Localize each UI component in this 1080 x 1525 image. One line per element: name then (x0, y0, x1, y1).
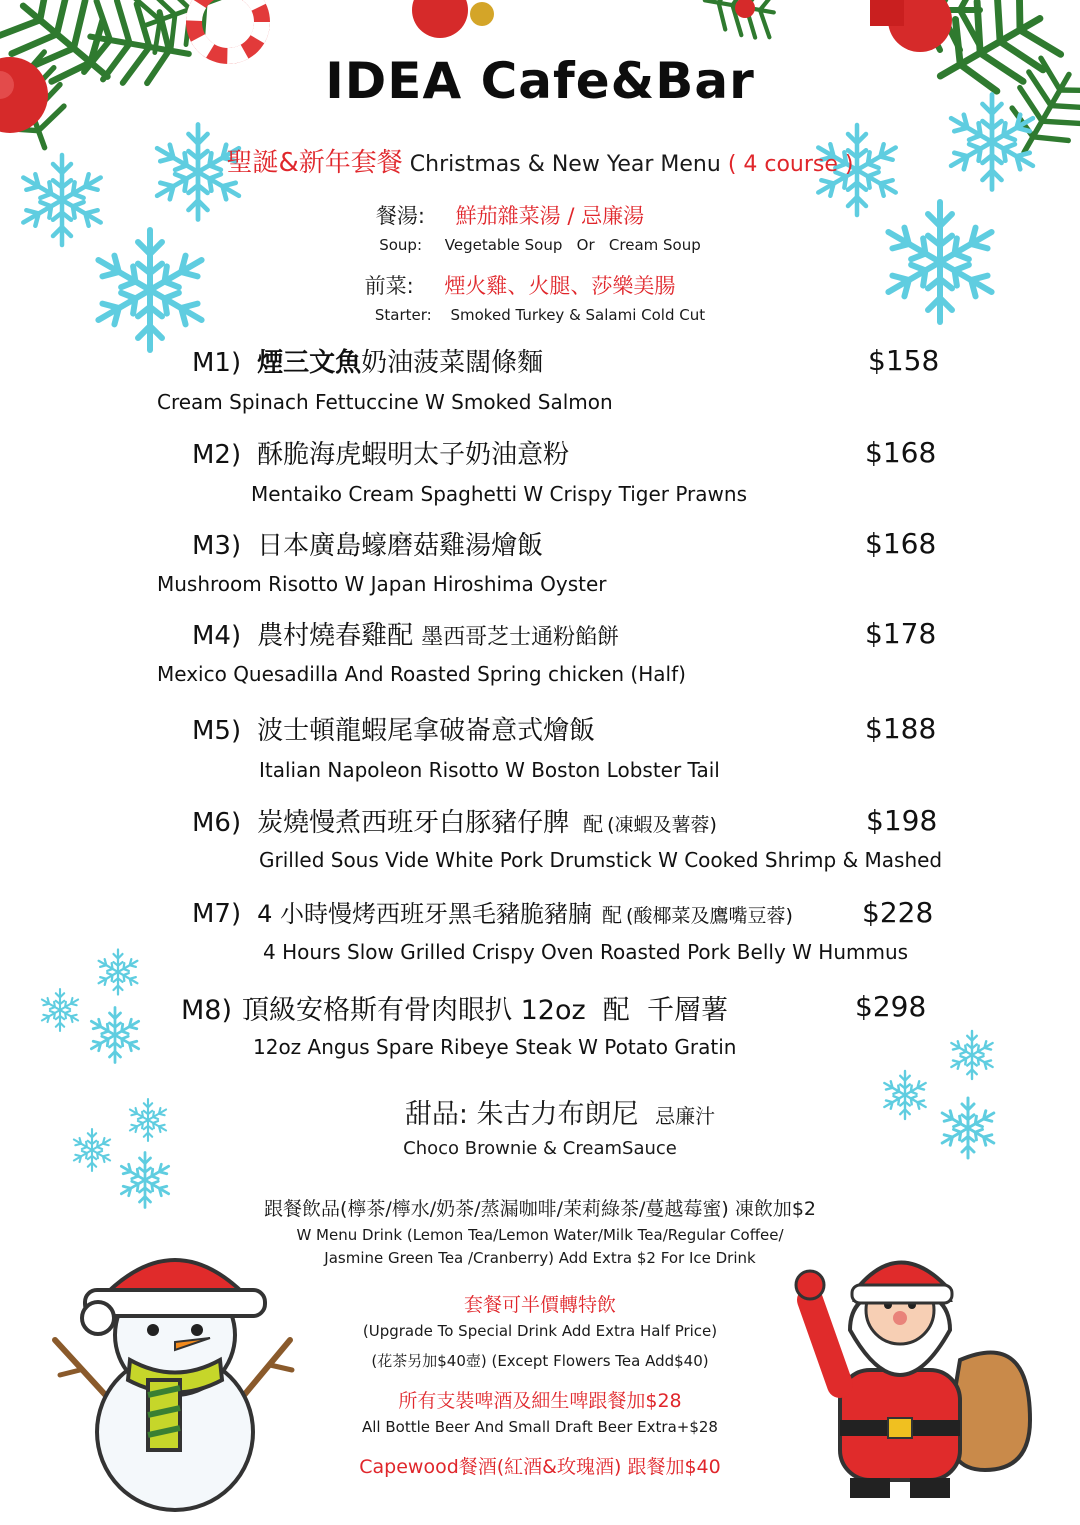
starter-value-cn: 煙火雞、火腿、莎樂美腸 (444, 274, 676, 298)
main-8-en: 12oz Angus Spare Ribeye Steak W Potato Gratin (253, 1035, 737, 1059)
dessert-en: Choco Brownie & CreamSauce (403, 1138, 677, 1159)
main-5-en: Italian Napoleon Risotto W Boston Lobster Tail (259, 758, 720, 782)
main-5-code: M5) (192, 716, 242, 746)
main-2-cn-name: 酥脆海虎蝦明太子奶油意粉 (257, 440, 570, 470)
menu-subtitle (0, 142, 1080, 179)
main-3-en: Mushroom Risotto W Japan Hiroshima Oyster (157, 572, 607, 596)
main-2-en: Mentaiko Cream Spaghetti W Crispy Tiger Prawns (251, 482, 747, 506)
ornament-red-icon (412, 0, 468, 38)
subtitle-en: Christmas & New Year Menu (409, 152, 721, 177)
upgrade-en: (Upgrade To Special Drink Add Extra Half Price) (362, 1322, 718, 1340)
starter-cn-line (0, 270, 1060, 300)
main-4-price: $178 (865, 617, 937, 650)
main-1-code: M1) (192, 348, 242, 378)
starter-label-cn: 前菜: (364, 274, 414, 298)
starter-en-line (0, 306, 1080, 324)
main-2-cn (192, 434, 569, 471)
subtitle-cn: 聖誕&新年套餐 (226, 148, 403, 178)
main-6-cn (192, 802, 717, 839)
soup-value-en: Vegetable Soup Or Cream Soup (444, 236, 701, 254)
main-8-cn (181, 988, 728, 1027)
beer-cn: 所有支裝啤酒及細生啤跟餐加$28 (398, 1390, 682, 1412)
drinks-cn: 跟餐飲品(檸茶/檸水/奶茶/蒸漏咖啡/茉莉綠茶/蔓越莓蜜) 凍飲加$2 (263, 1198, 817, 1220)
main-7-code: M7) (192, 899, 242, 929)
beer-en: All Bottle Beer And Small Draft Beer Extra+$28 (362, 1418, 718, 1436)
soup-value-cn: 鮮茄雜菜湯 / 忌廉湯 (455, 204, 645, 228)
main-1-cn (192, 342, 543, 379)
subtitle-course: ( 4 course ) (727, 152, 854, 177)
upgrade-flower: (花茶另加$40壺) (Except Flowers Tea Add$40) (371, 1352, 709, 1370)
main-4-pair: 墨西哥芝士通粉餡餅 (421, 625, 620, 650)
wine-cn: Capewood餐酒(紅酒&玫瑰酒) 跟餐加$40 (359, 1456, 721, 1478)
main-6-cn-name: 炭燒慢煮西班牙白豚豬仔脾 (257, 808, 570, 838)
main-6-price: $198 (866, 804, 938, 837)
drinks-en-1: W Menu Drink (Lemon Tea/Lemon Water/Milk Tea/Regular Coffee/ (296, 1226, 784, 1244)
soup-label-en: Soup: (379, 236, 422, 254)
main-7-pair: 配 (602, 903, 623, 927)
main-5-cn-name: 波士頓龍蝦尾拿破崙意式燴飯 (257, 716, 596, 746)
main-6-code: M6) (192, 808, 242, 838)
main-8-price: $298 (855, 990, 927, 1023)
soup-en-line (0, 236, 1080, 254)
main-3-cn-name: 日本廣島蠔磨菇雞湯燴飯 (257, 531, 544, 561)
main-1-en: Cream Spinach Fettuccine W Smoked Salmon (157, 390, 613, 414)
main-1-cn-rest: 奶油菠菜闊條麵 (361, 348, 544, 378)
snowflake-icon (91, 1008, 138, 1063)
main-8-code: M8) (181, 995, 233, 1026)
main-2-price: $168 (865, 436, 937, 469)
restaurant-title: IDEA Cafe&Bar (325, 52, 755, 110)
main-4-code: M4) (192, 621, 242, 651)
main-5-price: $188 (865, 712, 937, 745)
main-1-cn-bold: 煙三文魚 (257, 348, 362, 378)
snowflake-icon (42, 989, 78, 1031)
main-4-cn (192, 615, 619, 652)
main-7-en: 4 Hours Slow Grilled Crispy Oven Roasted Pork Belly W Hummus (263, 940, 909, 964)
main-7-price: $228 (862, 896, 934, 929)
main-7-cn (192, 894, 793, 929)
main-1-price: $158 (868, 344, 940, 377)
drinks-en-2: Jasmine Green Tea /Cranberry) Add Extra $2 For Ice Drink (324, 1249, 756, 1267)
main-8-cn-name: 頂級安格斯有骨肉眼扒 12oz 配 千層薯 (242, 995, 728, 1026)
starter-value-en: Smoked Turkey & Salami Cold Cut (450, 306, 706, 324)
main-3-price: $168 (865, 527, 937, 560)
dessert-cn-line (20, 1092, 1080, 1131)
main-6-en: Grilled Sous Vide White Pork Drumstick W Cooked Shrimp & Mashed (259, 848, 943, 872)
main-4-cn-name: 農村燒春雞配 (257, 621, 414, 651)
main-7-note: (酸椰菜及鷹嘴豆蓉) (626, 905, 793, 927)
starter-label-en: Starter: (374, 306, 432, 324)
snowflake-icon (99, 950, 138, 995)
main-6-pair: 配 (583, 812, 604, 836)
main-7-cn-name: 4 小時慢烤西班牙黑毛豬脆豬腩 (257, 900, 593, 928)
main-6-note: (凍蝦及薯蓉) (607, 814, 717, 836)
soup-label-cn: 餐湯: (375, 204, 425, 228)
soup-cn-line (0, 200, 1050, 230)
main-5-cn (192, 710, 595, 747)
main-3-cn (192, 525, 543, 562)
dessert-cn: 甜品: 朱古力布朗尼 (404, 1099, 639, 1130)
snowflake-icon (951, 1031, 992, 1079)
dessert-sauce-cn: 忌廉汁 (655, 1104, 716, 1128)
upgrade-cn: 套餐可半價轉特飲 (463, 1294, 616, 1316)
main-2-code: M2) (192, 440, 242, 470)
main-4-en: Mexico Quesadilla And Roasted Spring chicken (Half) (157, 662, 686, 686)
main-3-code: M3) (192, 531, 242, 561)
